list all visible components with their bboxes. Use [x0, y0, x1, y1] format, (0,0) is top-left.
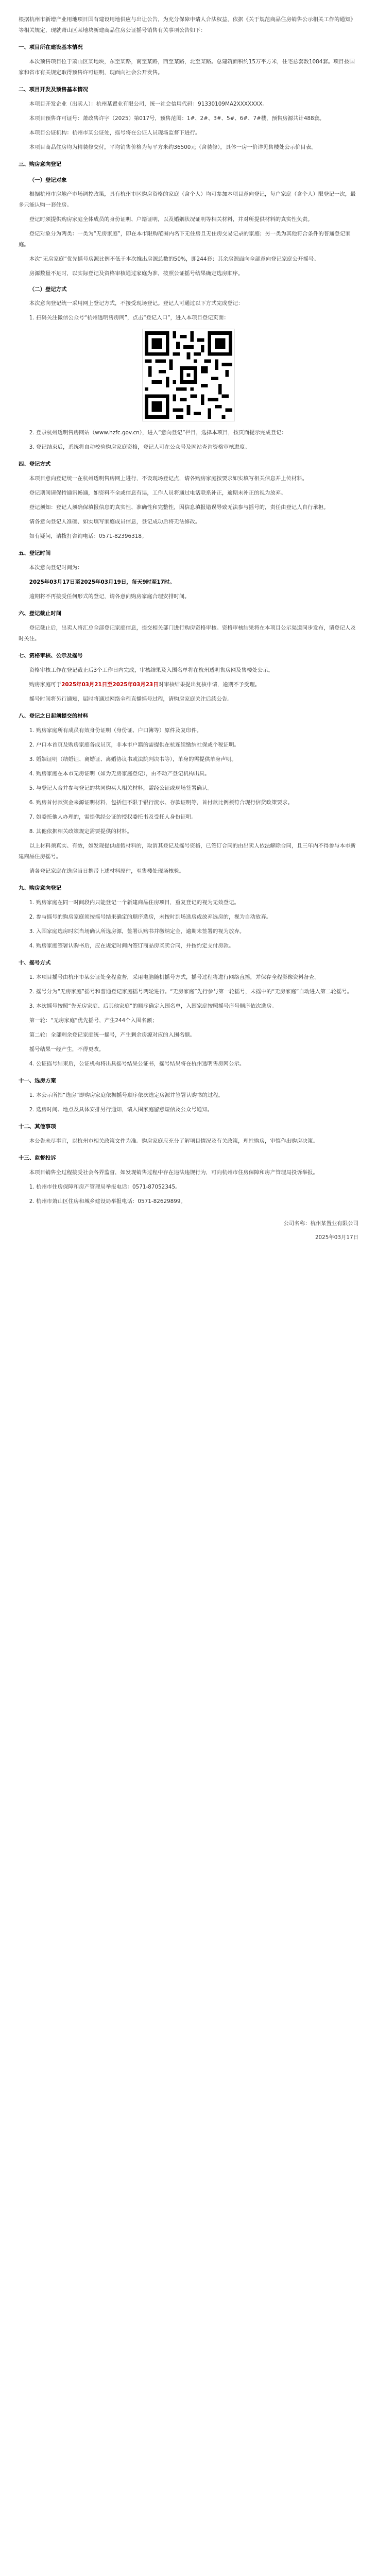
paragraph: 本次意向登记统一采用网上登记方式，不接受现场登记。登记人可通过以下方式完成登记： [29, 300, 244, 307]
list-item: 1. 本公示所指“选房”即购房家庭依据摇号顺序依次选定房源并签署认购书的过程。 [29, 1092, 224, 1098]
paragraph: 本次预售项目位于萧山区某地块，东至某路，南至某路，西至某路，北至某路。总建筑面积约15万平方米，住宅总套数1084套。项目按国家和省市有关规定取得预售许可证明，现面向社会公开发售。 [19, 59, 355, 76]
qr-code-icon [145, 331, 232, 419]
paragraph: 以上材料须真实、有效，如发现提供虚假材料的，取消其登记及摇号资格，已签订合同的由出卖人依法解除合同，且三年内不得参与本市新建商品住房摇号。 [19, 843, 356, 860]
section-4-heading: 四、登记方式 [19, 461, 51, 467]
announcement-document [0, 0, 377, 1243]
section-3-heading: 三、购房意向登记 [19, 161, 62, 167]
list-item: 2. 选房时间、地点及具体安排另行通知，请入围家庭留意短信及公众号通知。 [29, 1107, 213, 1113]
paragraph: 登记须知：登记人须确保填报信息的真实性、准确性和完整性，因信息填报错误导致无法参与摇号的，责任由登记人自行承担。 [29, 504, 329, 511]
paragraph: 请各意向登记人准确、如实填写家庭成员信息，登记成功后将无法修改。 [29, 519, 201, 525]
list-item: 2. 杭州市萧山区住房和城乡建设局举报电话：0571-82629899。 [29, 1198, 186, 1205]
paragraph: 资格审核工作在登记截止后3个工作日内完成，审核结果及入围名单将在杭州透明售房网及售楼处公示。 [29, 667, 273, 673]
list-item: 3. 本次摇号按照“先无房家庭、后其他家庭”的顺序确定入围名单，入围家庭按照摇号序号顺序依次选房。 [29, 1003, 277, 1009]
subheading: （二）登记方式 [29, 286, 67, 293]
section-12-heading: 十二、其他事项 [19, 1124, 56, 1130]
paragraph: 登记截止后，出卖人将汇总全部登记家庭信息，提交相关部门进行购房资格审核。资格审核结果将在本项目公示渠道同步发布，请登记人及时关注。 [19, 625, 356, 642]
paragraph: 登记期间请保持通讯畅通，如资料不全或信息有误，工作人员将通过电话联系补正，逾期未补正的视为放弃。 [29, 490, 286, 496]
intro-paragraph: 根据杭州市新增产业用地项目国有建设用地供应与出让公告，为充分保障申请人合法权益，依据《关于规范商品住房销售公示相关工作的通知》等相关规定，现就萧山区某地块新建商品住房公证摇号销售有关事项公告如下： [19, 16, 356, 33]
paragraph: 本公告未尽事宜，以杭州市相关政策文件为准。购房家庭应充分了解项目情况及有关政策，理性购房，审慎作出购房决策。 [29, 1138, 318, 1144]
paragraph: 3. 登记结束后，系统将自动校验购房家庭资格，登记人可在公众号及网站查询资格审核进度。 [29, 444, 250, 450]
list-item: 8. 其他依据相关政策规定需要提供的材料。 [29, 828, 133, 835]
paragraph: 本项目公证机构：杭州市某公证处，摇号将在公证人员现场监督下进行。 [29, 130, 201, 136]
list-item: 4. 购房家庭在本市无房证明（如为无房家庭登记），由不动产登记机构出具。 [29, 771, 210, 777]
paragraph: 本项目预售许可证号：萧政售许字（2025）第017号，预售范围：1#、2#、3#、5#、6#、7#楼，预售房源共计488套。 [29, 115, 325, 122]
section-9-heading: 九、购房意向登记 [19, 885, 62, 891]
paragraph: 本项目商品住房均为精装修交付，平均销售价格为每平方米约36500元（含装修），具体一房一价详见售楼处公示价目表。 [29, 144, 317, 150]
paragraph: 逾期将不再接受任何形式的登记，请各意向购房家庭合理安排时间。 [29, 594, 190, 600]
list-item: 1. 本项目摇号由杭州市某公证处全程监督，采用电脑随机摇号方式，摇号过程将进行网络直播，并保存全程影像资料备查。 [29, 974, 320, 980]
section-7-heading: 七、资格审核、公示及摇号 [19, 653, 83, 659]
section-2-heading: 二、项目开发及预售基本情况 [19, 87, 89, 93]
paragraph: 摇号时间将另行通知，届时将通过网络全程直播摇号过程，请购房家庭关注后续公告。 [29, 696, 233, 702]
list-item: 7. 如委托他人办理的，需提供经公证的授权委托书及受托人身份证明。 [29, 814, 197, 820]
paragraph: 1. 扫码关注微信公众号“杭州透明售房网”，点击“登记入口”，进入本项目登记页面： [29, 315, 229, 321]
registration-period: 2025年03月17日至2025年03月19日，每天9时至17时。 [29, 579, 175, 585]
company-signature: 公司名称：杭州某置业有限公司 [283, 1221, 358, 1227]
paragraph: 如有疑问，请拨打咨询电话：0571-82396318。 [29, 533, 147, 539]
list-item: 4. 公证摇号结束后，公证机构将出具摇号结果公证书，摇号结果将在杭州透明售房网公示。 [29, 1061, 245, 1067]
paragraph: 本项目意向登记统一在杭州透明售房网上进行，不设现场登记点，请各购房家庭按要求如实填写相关信息并上传材料。 [29, 476, 308, 482]
list-item: 1. 购房家庭所有成员有效身份证明（身份证、户口簿等）原件及复印件。 [29, 727, 202, 734]
list-item: 1. 购房家庭在同一时间段内只能登记一个新建商品住房项目，重复登记的视为无效登记。 [29, 900, 239, 906]
paragraph: 房源数量不足时，以实际登记及资格审核通过家庭为准，按照公证摇号结果确定选房顺序。 [29, 270, 244, 277]
paragraph: 2. 登录杭州透明售房网站（www.hzfc.gov.cn），进入“意向登记”栏目，选择本项目，按页面提示完成登记： [29, 430, 287, 436]
list-item: 6. 购房首付款资金来源证明材料，包括但不限于银行流水、存款证明等，首付款比例须符合现行信贷政策要求。 [29, 800, 293, 806]
paragraph: 本项目销售全过程接受社会各界监督，如发现销售过程中存在违法违规行为，可向杭州市住房保障和房产管理局投诉举报。 [29, 1170, 318, 1176]
paragraph: 登记时须提供购房家庭全体成员的身份证明、户籍证明，以及婚姻状况证明等相关材料，并对所提供材料的真实性负责。 [29, 216, 313, 223]
paragraph: 第二轮：全部剩余登记家庭统一摇号，产生剩余房源对应的入围名额。 [29, 1032, 195, 1038]
list-item: 1. 杭州市住房保障和房产管理局举报电话：0571-87052345。 [29, 1184, 181, 1190]
section-5-heading: 五、登记时间 [19, 550, 51, 556]
review-period: 2025年03月21日至2025年03月23日 [61, 682, 159, 688]
paragraph: 第一轮：“无房家庭”优先摇号，产生244个入围名额； [29, 1018, 158, 1024]
text: 对审核结果提出复核申请，逾期不予受理。 [158, 682, 260, 688]
list-item: 2. 摇号分为“无房家庭”摇号和普通登记家庭摇号两轮进行。“无房家庭”先行参与第一轮摇号，未摇中的“无房家庭”自动进入第二轮摇号。 [29, 989, 353, 995]
subheading: （一）登记对象 [29, 177, 67, 183]
section-13-heading: 十三、监督投诉 [19, 1155, 56, 1161]
text: 购房家庭可于 [29, 682, 62, 688]
paragraph: 请各登记家庭在选房当日携带上述材料原件，至售楼处现场核验。 [29, 868, 185, 874]
paragraph: 根据杭州市房地产市场调控政策，具有杭州市区购房资格的家庭（含个人）均可参加本项目意向登记，每户家庭（含个人）限登记一次，最多只能认购一套住房。 [19, 191, 356, 208]
list-item: 2. 参与摇号的购房家庭须按摇号结果确定的顺序选房，未按时到场选房或放弃选房的，视为自动放弃。 [29, 914, 272, 920]
section-6-heading: 六、登记截止时间 [19, 611, 62, 617]
list-item: 5. 与登记人合并参与登记的共同购买人相关材料，需经公证或现场签署确认。 [29, 785, 213, 791]
list-item: 3. 入围家庭选房时须当场确认所选房源，签署认购书并缴纳定金，逾期未签署的视为放弃。 [29, 928, 245, 935]
section-11-heading: 十一、选房方案 [19, 1078, 56, 1084]
paragraph: 登记对象分为两类：一类为“无房家庭”，即在本市限购范围内名下无住房且无住房交易记录的家庭；另一类为其他符合条件的普通登记家庭。 [19, 231, 351, 248]
paragraph: 本次意向登记时间为： [29, 565, 83, 571]
section-8-heading: 八、登记之日起须提交的材料 [19, 713, 89, 719]
section-10-heading: 十、摇号方式 [19, 960, 51, 966]
list-item: 3. 婚姻证明（结婚证、离婚证、离婚协议书或法院判决书等），单身的需提供单身声明。 [29, 756, 237, 762]
list-item: 2. 户口本首页及购房家庭各成员页，非本市户籍的需提供在杭连续缴纳社保或个税证明。 [29, 742, 239, 748]
section-1-heading: 一、项目所在建设基本情况 [19, 44, 83, 50]
list-item: 4. 购房家庭签署认购书后，应在规定时间内签订商品房买卖合同，并按约定支付房款。 [29, 943, 234, 949]
paragraph: 摇号结果一经产生，不得更改。 [29, 1046, 105, 1053]
publish-date: 2025年03月17日 [315, 1234, 358, 1241]
paragraph: 本项目开发企业（出卖人）：杭州某置业有限公司，统一社会信用代码：91330109MA2XXXXXXX。 [29, 101, 268, 107]
qr-code[interactable] [142, 329, 235, 421]
paragraph [19, 680, 358, 690]
paragraph: 本次“无房家庭”优先摇号房源比例不低于本次推出房源总数的50%，即244套；其余房源面向全部意向登记家庭公开摇号。 [29, 256, 319, 262]
